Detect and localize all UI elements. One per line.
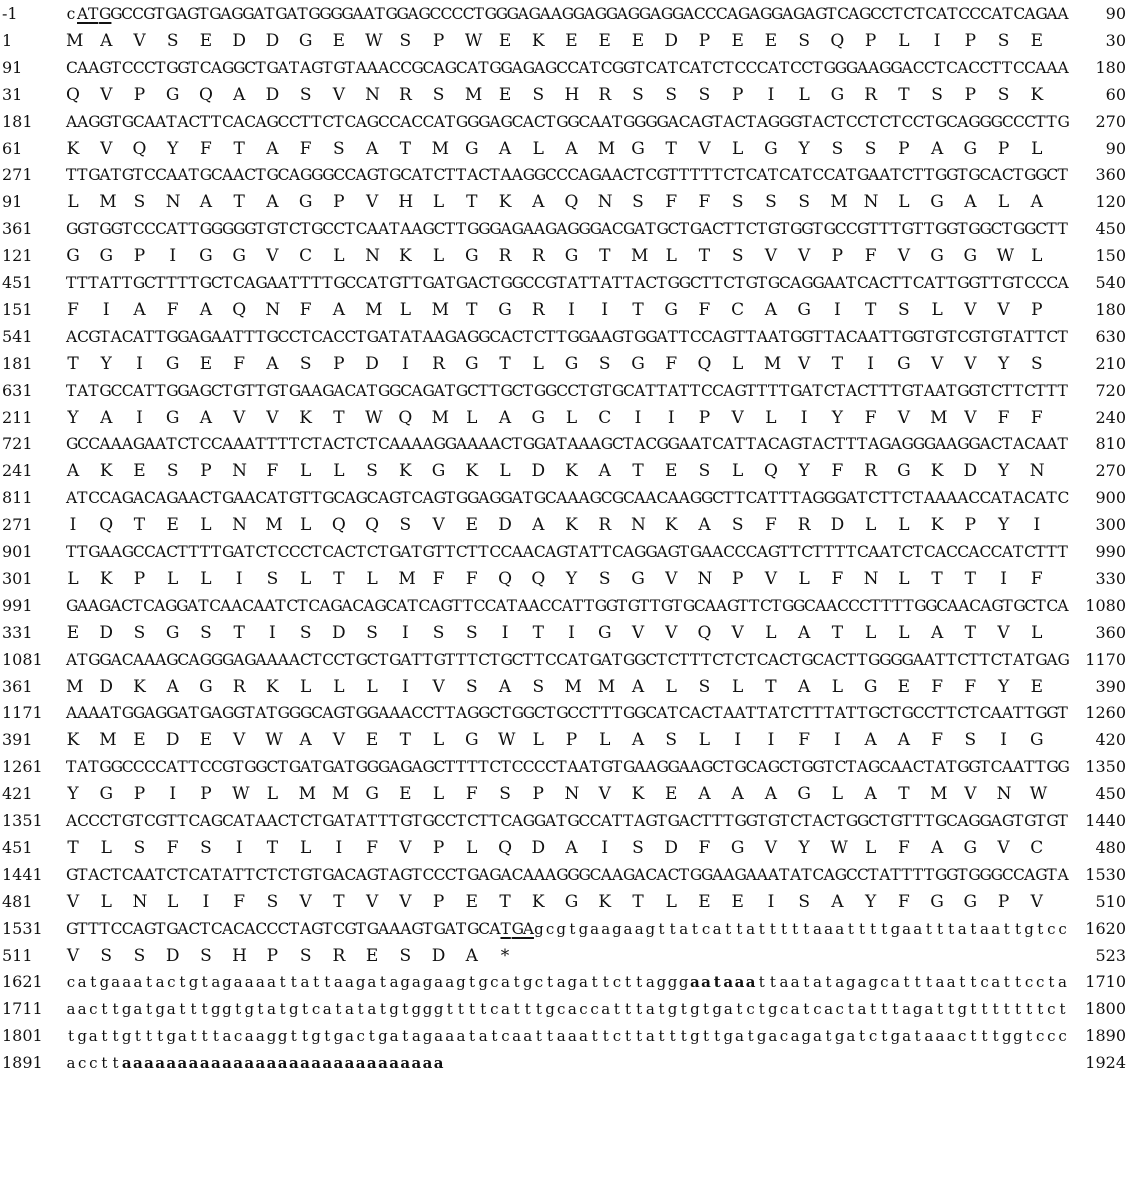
- nucleotide-sequence: T A T G C C A T T G G A G C T G T T G T G A A G A C A T G G C A G A T G C T T G C T G G C C T G T G C A T T A T T C C A G T T T T G A T C T A C T T T G T A A T G G T C T T C T T T: [66, 381, 1068, 400]
- amino-acid-sequence: A K E S P N F L L S K G K L D K A T E S L Q Y F R G K D Y N: [66, 461, 1045, 482]
- nucleotide-sequence: C A A G T C C C T G G T C A G G C T G A T A G T G T A A A C C G C A G C A T G G A G A G C C A T C G G T C A T C A T C T C C C A T C C T G G G A A G G A C C T C A C C T T C C A A A: [66, 58, 1069, 77]
- nucleotide-sequence: A C G T A C A T T G G A G A A T T T G C C T C A C C T G A T A T A A G A G G C A C T C T T G G A A G T G G A T T C C A G T T A A T G G T T A C A A T T G G T G T C G T G T A T T C T: [66, 327, 1068, 346]
- amino-acid-row: [0, 458, 1132, 484]
- amino-acid-sequence: K V Q Y F T A F S A T M G A L A M G T V L G Y S S P A G P L: [66, 138, 1043, 159]
- amino-acid-sequence: F I A F A Q N F A M L M T G R I I T G F C A G I T S L V V P: [67, 299, 1043, 320]
- left-position-number: 181: [2, 111, 33, 131]
- right-position-number: 450: [1095, 219, 1126, 239]
- right-position-number: 810: [1095, 434, 1126, 454]
- nucleotide-row: [0, 1023, 1132, 1049]
- right-position-number: 540: [1095, 273, 1126, 292]
- left-position-number: 1: [2, 30, 13, 50]
- right-position-number: 120: [1095, 192, 1126, 212]
- nucleotide-sequence: A T G G A C A A A G C A G G G A G A A A A C T C C T G C T G A T T G T T T C T G C T T C C A T G A T G G C T C T T T C T C T C A C T G C A C T T G G G G A A T T C T T C T A T G A G: [66, 650, 1070, 669]
- amino-acid-row: [0, 512, 1132, 538]
- right-position-number: 150: [1095, 246, 1126, 266]
- left-position-number: 811: [2, 488, 33, 508]
- nucleotide-row: [0, 378, 1132, 404]
- right-position-number: 1800: [1085, 999, 1126, 1019]
- left-position-number: 451: [2, 273, 33, 292]
- amino-acid-row: [0, 28, 1132, 54]
- left-position-number: 1891: [2, 1053, 43, 1073]
- nucleotide-sequence: G T T T C C A G T G A C T C A C A C C C T A G T C G T G A A A G T G A T G C A T G A g c g t g a a g a a g t t a t c a t t a t t t t t a a a t t t t g a a t t t a t a a t t g t c c: [66, 919, 1067, 938]
- amino-acid-row: [0, 620, 1132, 646]
- nucleotide-sequence: T T G A T G T C C A A T G C A A C T G C A G G G C C A G T G C A T C T T A C T A A G G C C C A G A A C T C G T T T T T C T C A T C A T C C A T G A A T C T T G G T G C A C T G G C T: [66, 166, 1068, 185]
- left-position-number: 31: [2, 84, 23, 104]
- amino-acid-row: [0, 781, 1132, 807]
- nucleotide-row: [0, 1050, 1132, 1076]
- nucleotide-row: [0, 216, 1132, 242]
- left-position-number: 991: [2, 595, 33, 615]
- right-position-number: 360: [1095, 165, 1126, 185]
- amino-acid-row: [0, 297, 1132, 323]
- left-position-number: 181: [2, 353, 33, 373]
- nucleotide-sequence: t g a t t g t t t g a t t t a c a a g g t t g t g a c t g a t a g a a a t a t c a a t t a a a t t c t t a t t t g t t g a t g a c a g a t g a t c t g a t a a a c t t t g g t c c c: [67, 1027, 1067, 1046]
- right-position-number: 1080: [1085, 595, 1126, 615]
- right-position-number: 60: [1105, 84, 1126, 104]
- left-position-number: 541: [2, 326, 33, 346]
- right-position-number: 30: [1105, 30, 1126, 50]
- left-position-number: 91: [2, 192, 23, 212]
- right-position-number: 180: [1095, 299, 1126, 319]
- right-position-number: 1890: [1085, 1026, 1126, 1046]
- nucleotide-row: [0, 55, 1132, 81]
- left-position-number: 151: [2, 299, 33, 319]
- right-position-number: 1440: [1085, 811, 1126, 830]
- left-position-number: 721: [2, 434, 33, 454]
- amino-acid-sequence: G G P I G G V C L N K L G R R G T M L T S V V P F V G G W L: [66, 246, 1043, 267]
- right-position-number: 510: [1095, 891, 1126, 911]
- nucleotide-row: [0, 969, 1132, 995]
- right-position-number: 1924: [1085, 1053, 1126, 1073]
- left-position-number: 271: [2, 515, 33, 535]
- amino-acid-sequence: M D K A G R K L L L I V S A S M M A L S L T A L G E F F Y E: [66, 676, 1043, 697]
- amino-acid-row: [0, 82, 1132, 108]
- left-position-number: 1801: [2, 1026, 43, 1046]
- nucleotide-row: [0, 485, 1132, 511]
- amino-acid-sequence: I Q T E L N M L Q Q S V E D A K R N K A S F R D L L K P Y I: [69, 515, 1041, 536]
- right-position-number: 180: [1095, 57, 1126, 77]
- amino-acid-sequence: M A V S E D D G E W S P W E K E E E D P E E S Q P L I P S E: [66, 30, 1043, 51]
- nucleotide-row: [0, 162, 1132, 188]
- amino-acid-row: [0, 835, 1132, 861]
- amino-acid-sequence: E D S G S T I S D S I S S I T I G V V Q V L A T L L A T V L: [66, 622, 1043, 643]
- amino-acid-row: [0, 674, 1132, 700]
- left-position-number: -1: [2, 4, 18, 23]
- nucleotide-row: [0, 539, 1132, 565]
- right-position-number: 270: [1095, 111, 1126, 131]
- right-position-number: 523: [1095, 945, 1126, 965]
- amino-acid-sequence: Q V P G Q A D S V N R S M E S H R S S S P I L G R T S P S K: [66, 84, 1044, 105]
- left-position-number: 211: [2, 407, 33, 427]
- left-position-number: 61: [2, 138, 23, 158]
- nucleotide-sequence: A A A A T G G A G G A T G A G G T A T G G G C A G T G G A A A C C T T A G G C T G G C T G C C T T T G G C A T C A C T A A T T A T C T T T A T T G C T G C C T T C T C A A T T G G T: [66, 704, 1068, 723]
- nucleotide-sequence: T A T G G C C C C A T T C C G T G G C T G A T G A T G G G A G A G C T T T T C T C C C C T A A T G T G A A G G A A G C T G C A G C T G G T C T A G C A A C T A T G G T C A A T T G G: [66, 758, 1070, 777]
- nucleotide-sequence: c a t g a a a t a c t g t a g a a a a t t a t t a a g a t a g a g a a g t g c a t g c t a g a t t c t t a g g g a a t a a a t t a a t a t a g a g c a t t t a a t t c a t t c c t a: [66, 973, 1067, 992]
- right-position-number: 240: [1095, 407, 1126, 427]
- amino-acid-sequence: V L N L I F S V T V V P E T K G K T L E E I S A Y F G G P V: [66, 891, 1043, 912]
- nucleotide-row: [0, 647, 1132, 673]
- nucleotide-row: [0, 431, 1132, 457]
- right-position-number: 1710: [1085, 972, 1126, 992]
- nucleotide-row: [0, 996, 1132, 1022]
- right-position-number: 720: [1095, 380, 1126, 400]
- left-position-number: 481: [2, 891, 33, 911]
- amino-acid-sequence: T L S F S I T L I F V P L Q D A I S D F G V Y W L F A G V C: [67, 837, 1044, 858]
- nucleotide-sequence: G T A C T C A A T C T C A T A T T C T C T G T G A C A G T A G T C C C T G A G A C A A A G G G C A A G A C A C T G G A A G A A A T A T C A G C C T A T T T T G G T G G G C C A G T A: [66, 865, 1069, 884]
- right-position-number: 990: [1095, 542, 1126, 561]
- right-position-number: 900: [1095, 488, 1126, 508]
- amino-acid-row: [0, 889, 1132, 915]
- left-position-number: 241: [2, 461, 33, 481]
- amino-acid-row: [0, 566, 1132, 592]
- right-position-number: 90: [1105, 4, 1126, 23]
- nucleotide-sequence: G A A G A C T C A G G A T C A A C A A T C T C A G A C A G C A T C A G T T C C A T A A C C A T T G G T G T T G T G C A A G T T C T G G C A A C C C T T T T G G C A A C A G T G C T C A: [66, 596, 1069, 615]
- nucleotide-row: [0, 862, 1132, 888]
- nucleotide-sequence: G C C A A A G A A T C T C C A A A T T T T C T A C T C T C A A A A G G A A A A C T G G A T A A A G C T A C G G A A T C A T T A C A G T A C T T T A G A G G G A A G G A C T A C A A T: [66, 435, 1068, 454]
- right-position-number: 630: [1095, 326, 1126, 346]
- nucleotide-sequence: A T C C A G A C A G A A C T G A A C A T G T T G C A G C A G T C A G T G G A G G A T G C A A A G C G C A A C A A G G C T T C A T T T A G G G A T C T T C T A A A A C C A T A C A T C: [66, 489, 1070, 508]
- left-position-number: 1711: [2, 999, 43, 1019]
- nucleotide-row: [0, 593, 1132, 619]
- left-position-number: 631: [2, 380, 33, 400]
- left-position-number: 121: [2, 246, 33, 266]
- right-position-number: 420: [1095, 730, 1126, 750]
- nucleotide-row: [0, 700, 1132, 726]
- left-position-number: 361: [2, 676, 33, 696]
- amino-acid-row: [0, 351, 1132, 377]
- right-position-number: 480: [1095, 837, 1126, 857]
- left-position-number: 1171: [2, 703, 43, 723]
- left-position-number: 361: [2, 219, 33, 239]
- nucleotide-row: [0, 916, 1132, 942]
- right-position-number: 330: [1095, 568, 1126, 588]
- right-position-number: 90: [1105, 138, 1126, 158]
- left-position-number: 1351: [2, 811, 43, 830]
- left-position-number: 421: [2, 784, 33, 804]
- left-position-number: 91: [2, 57, 23, 77]
- right-position-number: 270: [1095, 461, 1126, 481]
- amino-acid-row: [0, 943, 1132, 969]
- amino-acid-row: [0, 727, 1132, 753]
- amino-acid-row: [0, 405, 1132, 431]
- left-position-number: 901: [2, 542, 33, 561]
- left-position-number: 1531: [2, 918, 43, 938]
- nucleotide-sequence: a c c t t a a a a a a a a a a a a a a a a a a a a a a a a a a a a a: [66, 1054, 444, 1073]
- nucleotide-row: [0, 109, 1132, 135]
- nucleotide-row: [0, 324, 1132, 350]
- right-position-number: 1620: [1085, 918, 1126, 938]
- left-position-number: 331: [2, 622, 33, 642]
- left-position-number: 391: [2, 730, 33, 750]
- nucleotide-sequence: a a c t t g a t g a t t t g g t g t a t g t c a t a t a t g t g g g t t t t c a t t t g c a c c a t t t a t g t g t g a t c t g c a t c a c t a t t t a g a t t g t t t t t t t c t: [66, 1000, 1066, 1019]
- nucleotide-sequence: A C C C T G T C G T T C A G C A T A A C T C T G A T A T T T G T G C C T C T T C A G G A T G C C A T T A G T G A C T T T G G T G T C T A C T G G C T G T T T G C A G G A G T G T G T: [66, 812, 1068, 830]
- nucleotide-row: [0, 808, 1132, 834]
- nucleotide-row: [0, 270, 1132, 296]
- nucleotide-sequence: G G T G G T C C C A T T G G G G G T G T C T G C C T C A A T A A G C T T G G G A G A A G A G G G A C G A T G C T G A C T T C T G T G G T G C C G T T T G T T G G T G G C T G G C T T: [66, 220, 1068, 239]
- amino-acid-sequence: L K P L L I S L T L M F F Q Q Y S G V N P V L F N L T T I F: [67, 568, 1043, 589]
- left-position-number: 1081: [2, 649, 43, 669]
- right-position-number: 1170: [1085, 649, 1126, 669]
- left-position-number: 451: [2, 837, 33, 857]
- nucleotide-sequence: T T T A T T G C T T T T G C T C A G A A T T T T G C C A T G T T G A T G A C T G G C C G T A T T A T T A C T G G C T T C T G T G C A G G A A T C A C T T C A T T G G T T G T C C C A: [66, 274, 1069, 292]
- left-position-number: 301: [2, 568, 33, 588]
- right-position-number: 1260: [1085, 703, 1126, 723]
- nucleotide-sequence: T T G A A G C C A C T T T T G A T C T C C C T C A C T C T G A T G T T C T T C C A A C A G T A T T C A G G A G T G A A C C C A G T T C T T T T C A A T C T C A C C A C C A T C T T T: [66, 543, 1068, 561]
- left-position-number: 1441: [2, 864, 43, 884]
- amino-acid-row: [0, 189, 1132, 215]
- right-position-number: 1350: [1085, 757, 1126, 777]
- right-position-number: 360: [1095, 622, 1126, 642]
- amino-acid-row: [0, 136, 1132, 162]
- right-position-number: 210: [1095, 353, 1126, 373]
- amino-acid-sequence: T Y I G E F A S P D I R G T L G S G F Q L M V T I G V V Y S: [67, 353, 1043, 374]
- nucleotide-row: [0, 1, 1132, 27]
- left-position-number: 1261: [2, 757, 43, 777]
- amino-acid-row: [0, 243, 1132, 269]
- right-position-number: 390: [1095, 676, 1126, 696]
- right-position-number: 1530: [1085, 864, 1126, 884]
- amino-acid-sequence: K M E D E V W A V E T L G W L P L A S L I I F I A A F S I G: [66, 730, 1044, 751]
- left-position-number: 271: [2, 165, 33, 185]
- amino-acid-sequence: V S S D S H P S R E S D A *: [66, 945, 510, 966]
- amino-acid-sequence: Y G P I P W L M M G E L F S P N V K E A A A G L A T M V N W: [67, 784, 1048, 805]
- right-position-number: 300: [1095, 515, 1126, 535]
- amino-acid-sequence: L M S N A T A G P V H L T K A Q N S F F S S S M N L G A L A: [67, 192, 1043, 213]
- nucleotide-sequence: c A T G G C C G T G A G T G A G G A T G A T G G G G A A T G G A G C C C C T G G G A G A A G G A G G A G G A G G A C C C A G A G G A G A G T C A G C C T C T C A T C C C A T C A G A A: [66, 5, 1069, 23]
- nucleotide-sequence: A A G G T G C A A T A C T T C A C A G C C T T C T C A G C C A C C A T G G G A G C A C T G G C A A T G G G G A C A G T A C T A G G G T A C T C C T C T C C T G C A G G G C C C T T G: [66, 112, 1070, 131]
- left-position-number: 1621: [2, 972, 43, 992]
- amino-acid-sequence: Y A I G A V V K T W Q M L A G L C I I P V L I Y F V M V F F: [67, 407, 1043, 428]
- nucleotide-row: [0, 754, 1132, 780]
- left-position-number: 511: [2, 945, 33, 965]
- right-position-number: 450: [1095, 784, 1126, 804]
